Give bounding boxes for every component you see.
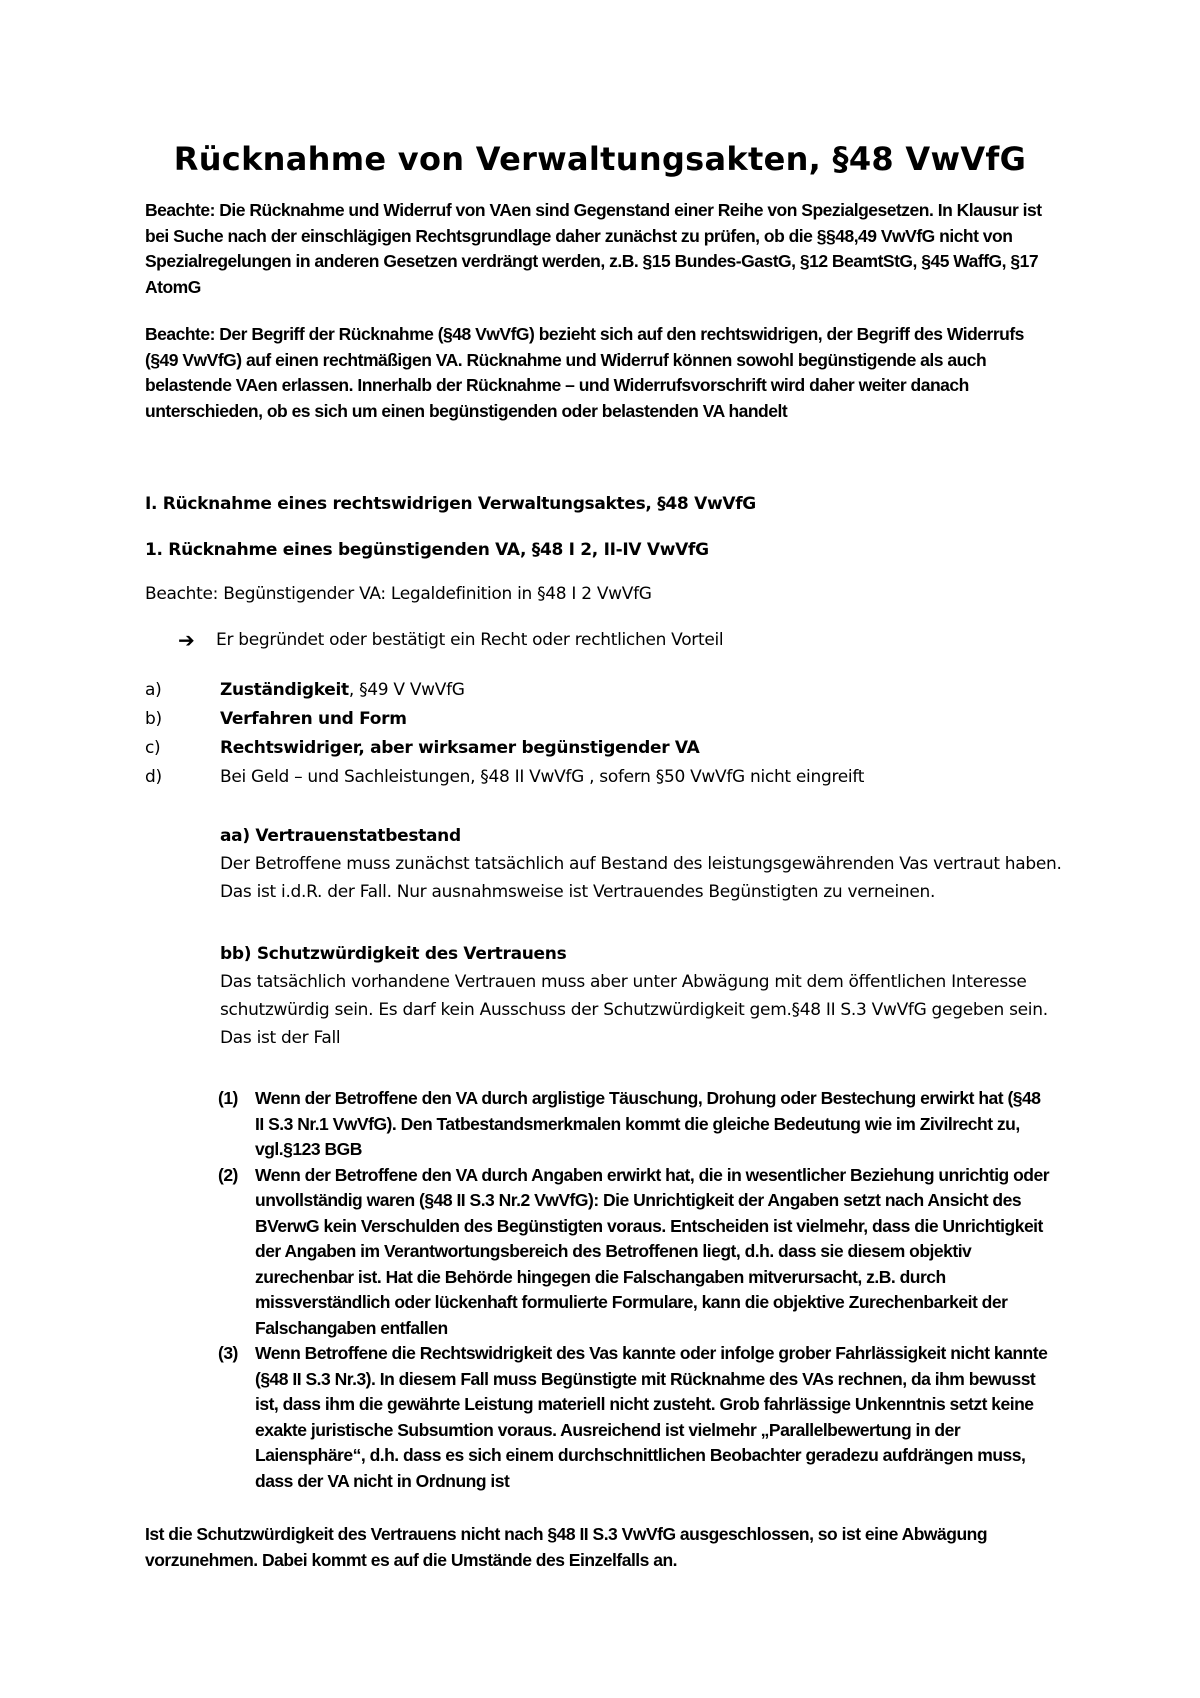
list-item: (1) Wenn der Betroffene den VA durch arglistige Täuschung, Drohung oder Bestechung erwirkt hat (§48 II S.3 Nr.1 VwVfG). Den Tatbestandsmerkmalen kommt die gleiche Bedeutung wie im Zivilrecht zu, vgl.§123 BGB [218,1088,1041,1159]
list-item: (2) Wenn der Betroffene den VA durch Angaben erwirkt hat, die in wesentlicher Beziehung unrichtig oder unvollständig waren (§48 II S.3 Nr.2 VwVfG): Die Unrichtigkeit der Angaben setzt nach Ansicht des BVerwG kein Verschulden des Begünstigten voraus. Entscheiden ist vielmehr, dass die Unrichtigkeit der Angaben im Verantwortungsbereich des Betroffenen liegt, d.h. dass sie diesem objektiv zurechenbar ist. Hat die Behörde hingegen die Falschangaben mitverursacht, z.B. durch missverständlich oder lückenhaft formulierte Formulare, kann die objektive Zurechenbarkeit der Falschangaben entfallen [218,1164,1050,1338]
arrow-right-icon: ➔ [178,628,195,652]
page-title: Rücknahme von Verwaltungsakten, §48 VwVfG [173,140,1027,178]
arrow-point [178,626,1060,654]
list-item: c) Rechtswidriger, aber wirksamer begünstigender VA [145,738,700,758]
alpha-list [145,676,1060,792]
list-item: b) Verfahren und Form [145,709,407,729]
subsection-aa [220,822,1070,906]
subsection-bb-text: Das tatsächlich vorhandene Vertrauen muss aber unter Abwägung mit dem öffentlichen Interesse schutzwürdig sein. Es darf kein Ausschuss der Schutzwürdigkeit gem.§48 II S.3 VwVfG gegeben sein. Das ist der Fall [220,972,1048,1048]
arrow-text: Er begründet oder bestätigt ein Recht oder rechtlichen Vorteil [216,630,724,650]
subsection-bb-heading: bb) Schutzwürdigkeit des Vertrauens [220,944,567,964]
subsection-aa-text: Der Betroffene muss zunächst tatsächlich auf Bestand des leistungsgewährenden Vas vertraut haben. Das ist i.d.R. der Fall. Nur ausnahmsweise ist Vertrauendes Begünstigten zu verneinen. [220,854,1062,902]
subsection-aa-heading: aa) Vertrauenstatbestand [220,826,461,846]
numbered-list [218,1086,1050,1494]
subsection-bb [220,940,1070,1052]
definition-note: Beachte: Begünstigender VA: Legaldefinition in §48 I 2 VwVfG [145,584,652,604]
section-heading-2: 1. Rücknahme eines begünstigenden VA, §48 I 2, II-IV VwVfG [145,540,709,560]
intro-note-1: Beachte: Die Rücknahme und Widerruf von VAen sind Gegenstand einer Reihe von Spezialgesetzen. In Klausur ist bei Suche nach der einschlägigen Rechtsgrundlage daher zunächst zu prüfen, ob die §§48,49 VwVfG nicht von Spezialregelungen in anderen Gesetzen verdrängt werden, z.B. §15 Bundes-GastG, §12 BeamtStG, §45 WaffG, §17 AtomG [145,200,1042,297]
closing-paragraph: Ist die Schutzwürdigkeit des Vertrauens nicht nach §48 II S.3 VwVfG ausgeschlossen, so ist eine Abwägung vorzunehmen. Dabei kommt es auf die Umstände des Einzelfalls an. [145,1524,988,1570]
intro-note-2: Beachte: Der Begriff der Rücknahme (§48 VwVfG) bezieht sich auf den rechtswidrigen, der Begriff des Widerrufs (§49 VwVfG) auf einen rechtmäßigen VA. Rücknahme und Widerruf können sowohl begünstigende als auch belastende VAen erlassen. Innerhalb der Rücknahme – und Widerrufsvorschrift wird daher weiter danach unterschieden, ob es sich um einen begünstigenden oder belastenden VA handelt [145,324,1024,421]
list-item: (3) Wenn Betroffene die Rechtswidrigkeit des Vas kannte oder infolge grober Fahrlässigkeit nicht kannte (§48 II S.3 Nr.3). In diesem Fall muss Begünstigte mit Rücknahme des VAs rechnen, da ihm bewusst ist, dass ihm die gewährte Leistung materiell nicht zusteht. Grob fahrlässige Unkenntnis setzt keine exakte juristische Subsumtion voraus. Ausreichend ist vielmehr „Parallelbewertung in der Laiensphäre“, d.h. dass es sich einem durchschnittlichen Beobachter geradezu aufdrängen muss, dass der VA nicht in Ordnung ist [218,1343,1048,1491]
list-item: d) Bei Geld – und Sachleistungen, §48 II VwVfG , sofern §50 VwVfG nicht eingreift [145,767,865,787]
section-heading-1: I. Rücknahme eines rechtswidrigen Verwaltungsaktes, §48 VwVfG [145,494,756,514]
list-item: a) Zuständigkeit, §49 V VwVfG [145,680,465,700]
